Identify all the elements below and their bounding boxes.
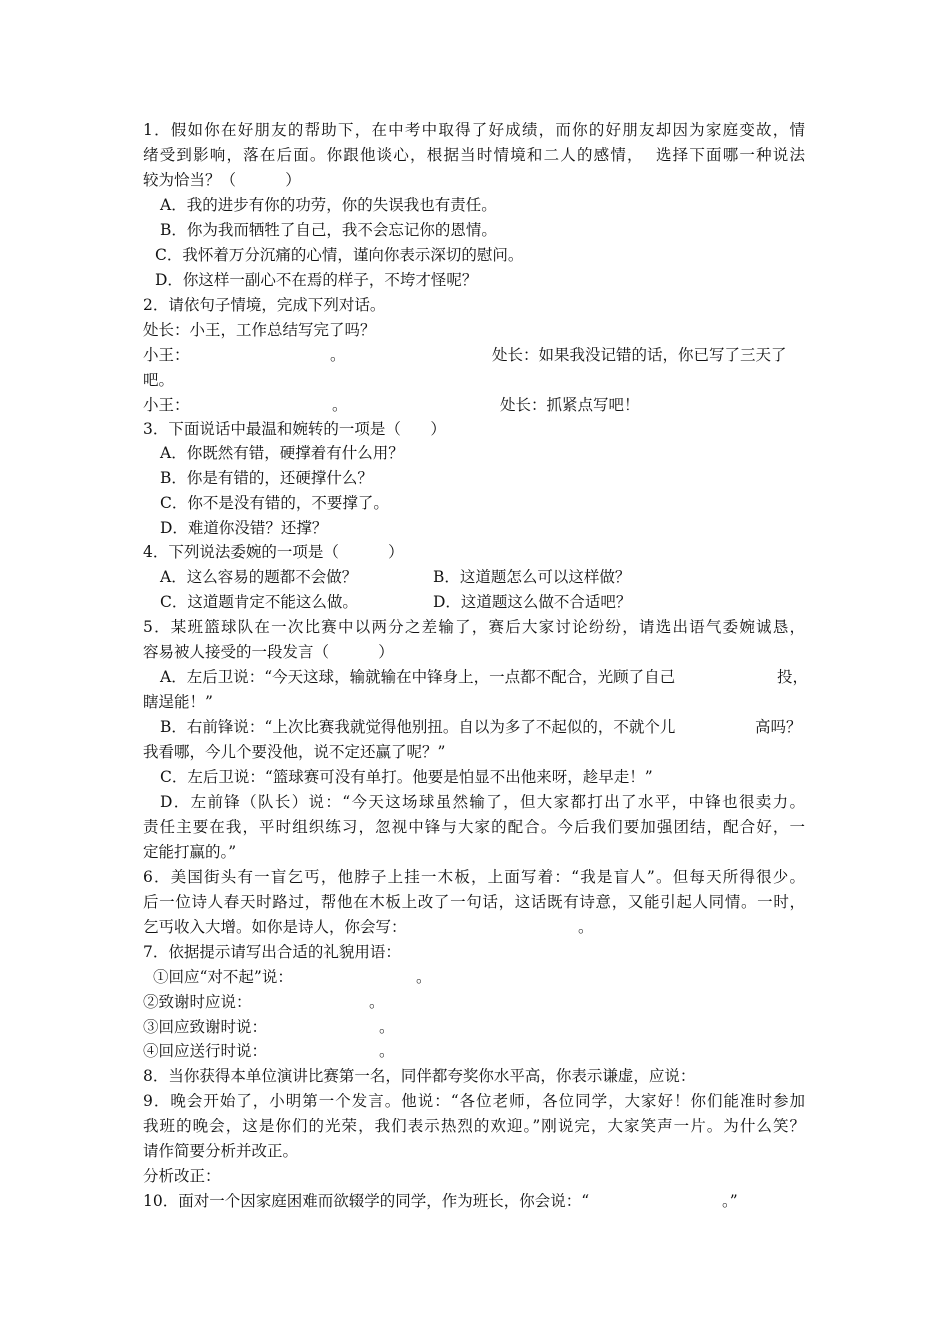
q10-line-1: 10．面对一个因家庭困难而欲辍学的同学，作为班长，你会说：“	[143, 1192, 590, 1210]
q1-line-2: 绪受到影响，落在后面。你跟他谈心，根据当时情境和二人的感情， 选择下面哪一种说法	[143, 146, 805, 164]
q2-line-4-reply: 处长：抓紧点写吧！	[500, 396, 640, 414]
q9-line-3: 请作简要分析并改正。	[143, 1142, 299, 1160]
q5-option-a-line-1-end: 投，	[777, 668, 809, 686]
q5-option-d-line-1: D．左前锋（队长）说：“今天这场球虽然输了，但大家都打出了水平，中锋也很卖力。	[160, 793, 805, 811]
q7-item-2-period: 。	[369, 993, 385, 1011]
q1-line-3: 较为恰当？（ ）	[143, 171, 301, 189]
q6-line-2: 后一位诗人春天时路过，帮他在木板上改了一句话，这话既有诗意，又能引起人同情。一时，	[143, 893, 805, 911]
q1-option-d: D．你这样一副心不在焉的样子，不垮才怪呢？	[155, 271, 478, 289]
q5-option-d-line-2: 责任主要在我，平时组织练习，忽视中锋与大家的配合。今后我们要加强团结，配合好，一	[143, 818, 805, 836]
q5-line-1: 5．某班篮球队在一次比赛中以两分之差输了，赛后大家讨论纷纷，请选出语气委婉诚恳，	[143, 618, 805, 636]
q1-option-c: C．我怀着万分沉痛的心情，谨向你表示深切的慰问。	[155, 246, 524, 264]
q7-item-4-period: 。	[379, 1042, 395, 1060]
q5-option-b-line-1: B．右前锋说：“上次比赛我就觉得他别扭。自以为多了不起似的，不就个儿	[160, 718, 676, 736]
q2-line-4-speaker: 小王：	[143, 396, 190, 414]
q7-item-4: ④回应送行时说：	[143, 1042, 268, 1060]
q10-line-1-end: 。”	[722, 1192, 738, 1210]
q4-option-a: A．这么容易的题都不会做？	[160, 568, 358, 586]
q9-line-4: 分析改正：	[143, 1167, 221, 1185]
q3-title: 3．下面说话中最温和婉转的一项是（ ）	[143, 420, 446, 438]
q2-line-3: 吧。	[143, 371, 175, 389]
q5-option-d-line-3: 定能打赢的。”	[143, 843, 237, 861]
q2-line-4-period: 。	[332, 396, 348, 414]
q3-option-c: C．你不是没有错的，不要撑了。	[160, 494, 389, 512]
q7-title: 7．依据提示请写出合适的礼貌用语：	[143, 943, 401, 961]
q5-option-c: C．左后卫说：“篮球赛可没有单打。他要是怕显不出他来呀，趁早走！”	[160, 768, 653, 786]
q3-option-d: D．难道你没错？还撑？	[160, 519, 328, 537]
q6-line-3: 乞丐收入大增。如你是诗人，你会写：	[143, 918, 407, 936]
q4-option-b: B．这道题怎么可以这样做？	[433, 568, 631, 586]
q7-item-1: ①回应“对不起”说：	[153, 968, 293, 986]
q6-line-1: 6．美国街头有一盲乞丐，他脖子上挂一木板，上面写着：“我是盲人”。但每天所得很少。	[143, 868, 805, 886]
q3-option-b: B．你是有错的，还硬撑什么？	[160, 469, 373, 487]
q4-title: 4．下列说法委婉的一项是（ ）	[143, 543, 404, 561]
q2-line-1: 处长：小王，工作总结写完了吗？	[143, 321, 376, 339]
q1-line-1: 1．假如你在好朋友的帮助下，在中考中取得了好成绩，而你的好朋友却因为家庭变故，情	[143, 121, 805, 139]
q9-line-1: 9．晚会开始了，小明第一个发言。他说：“各位老师，各位同学，大家好！你们能准时参加	[143, 1092, 805, 1110]
q3-option-a: A．你既然有错，硬撑着有什么用？	[160, 444, 404, 462]
q5-option-b-line-2: 我看哪，今儿个要没他，说不定还赢了呢？”	[143, 743, 446, 761]
q9-line-2: 我班的晚会，这是你们的光荣，我们表示热烈的欢迎。”刚说完，大家笑声一片。为什么笑？	[143, 1117, 805, 1135]
q5-option-a-line-2: 瞎逞能！”	[143, 693, 213, 711]
q4-option-d: D．这道题这么做不合适吧？	[433, 593, 632, 611]
q5-option-a-line-1: A．左后卫说：“今天这球，输就输在中锋身上，一点都不配合，光顾了自己	[160, 668, 676, 686]
q1-option-b: B．你为我而牺牲了自己，我不会忘记你的恩情。	[160, 221, 497, 239]
q1-option-a: A．我的进步有你的功劳，你的失误我也有责任。	[160, 196, 497, 214]
q6-line-3-period: 。	[578, 918, 594, 936]
q2-title: 2．请依句子情境，完成下列对话。	[143, 296, 386, 314]
q7-item-3: ③回应致谢时说：	[143, 1018, 268, 1036]
q2-line-2-reply: 处长：如果我没记错的话，你已写了三天了	[492, 346, 787, 364]
q8-line-1: 8．当你获得本单位演讲比赛第一名，同伴都夸奖你水平高，你表示谦虚，应说：	[143, 1067, 696, 1085]
q2-line-2-speaker: 小王：	[143, 346, 190, 364]
q4-option-c: C．这道题肯定不能这么做。	[160, 593, 358, 611]
q7-item-1-period: 。	[416, 968, 432, 986]
q7-item-2: ②致谢时应说：	[143, 993, 252, 1011]
q7-item-3-period: 。	[379, 1018, 395, 1036]
q2-line-2-period: 。	[330, 346, 346, 364]
q5-line-2: 容易被人接受的一段发言（ ）	[143, 643, 394, 661]
q5-option-b-line-1-end: 高吗？	[755, 718, 802, 736]
